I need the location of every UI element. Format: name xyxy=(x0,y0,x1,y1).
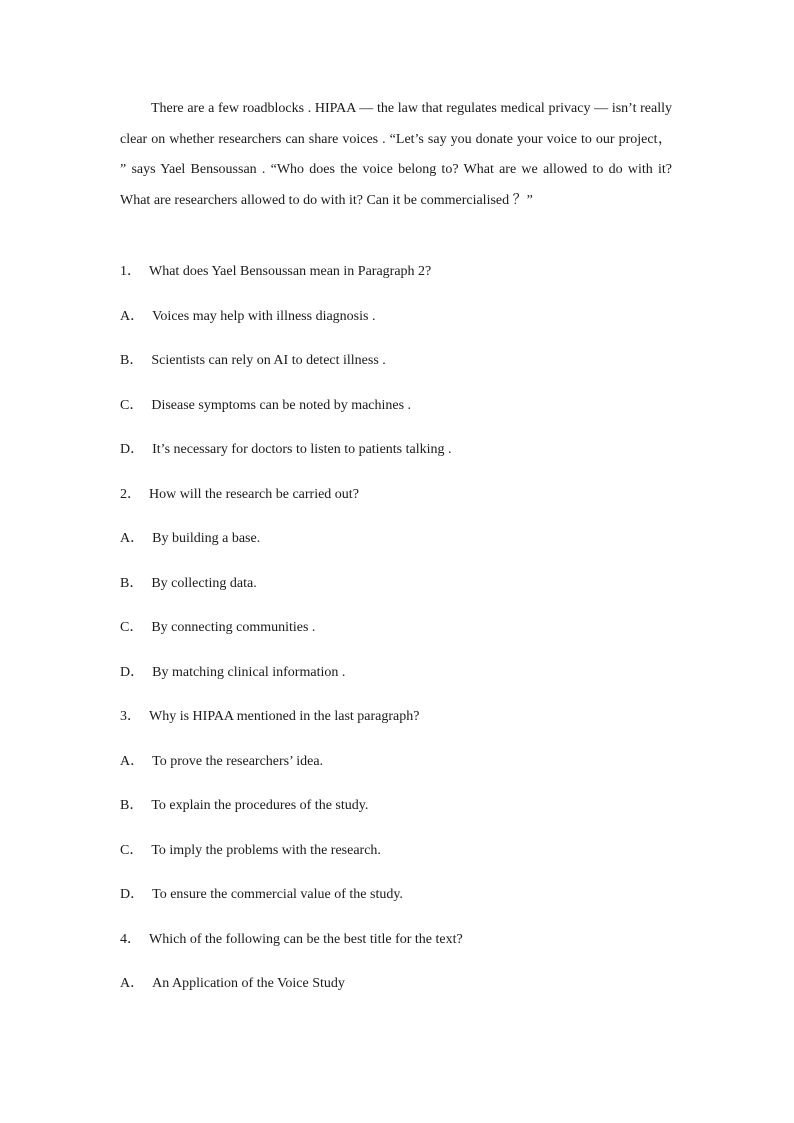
option-text: To imply the problems with the research. xyxy=(151,843,381,858)
passage-paragraph: There are a few roadblocks . HIPAA — the law that regulates medical privacy — isn’t really clear on whether researchers can share voices . “Let’s say you donate your voice to our project， ” says Yael Bensoussan . “Who does the voice belong to? What are we allowed to do with it? What are researchers allowed to do with it? Can it be commercialised ？” xyxy=(120,101,672,208)
question-4-option-a xyxy=(120,974,345,994)
question-2-option-d xyxy=(120,663,345,683)
question-text: What does Yael Bensoussan mean in Paragraph 2? xyxy=(149,264,432,279)
option-text: To ensure the commercial value of the study. xyxy=(152,887,403,902)
question-3-option-c xyxy=(120,841,381,861)
question-3-option-b xyxy=(120,796,368,816)
question-3-option-d xyxy=(120,885,403,905)
question-1-option-a xyxy=(120,307,375,327)
option-letter: D． xyxy=(120,665,145,680)
option-text: It’s necessary for doctors to listen to patients talking . xyxy=(152,442,452,457)
question-1-option-c xyxy=(120,396,411,416)
option-text: Disease symptoms can be noted by machines . xyxy=(151,398,412,413)
option-text: By building a base. xyxy=(152,531,261,546)
question-number: 2． xyxy=(120,487,141,502)
option-letter: A． xyxy=(120,754,145,769)
option-text: By matching clinical information . xyxy=(152,665,346,680)
option-letter: C． xyxy=(120,843,144,858)
question-text: Why is HIPAA mentioned in the last paragraph? xyxy=(149,709,420,724)
question-1-option-d xyxy=(120,440,452,460)
option-letter: D． xyxy=(120,887,145,902)
question-number: 4． xyxy=(120,932,141,947)
question-2-stem xyxy=(120,485,359,505)
option-letter: C． xyxy=(120,620,144,635)
option-text: Voices may help with illness diagnosis . xyxy=(152,309,376,324)
option-text: By collecting data. xyxy=(151,576,257,591)
option-letter: A． xyxy=(120,976,145,991)
question-number: 3． xyxy=(120,709,141,724)
option-letter: D． xyxy=(120,442,145,457)
option-letter: A． xyxy=(120,309,145,324)
option-text: To explain the procedures of the study. xyxy=(151,798,369,813)
option-letter: B． xyxy=(120,798,144,813)
question-2-option-b xyxy=(120,574,257,594)
question-4-stem xyxy=(120,930,463,950)
option-letter: B． xyxy=(120,353,144,368)
option-letter: C． xyxy=(120,398,144,413)
question-3-stem xyxy=(120,707,419,727)
question-3-option-a xyxy=(120,752,323,772)
option-text: To prove the researchers’ idea. xyxy=(152,754,324,769)
option-letter: A． xyxy=(120,531,145,546)
question-text: How will the research be carried out? xyxy=(149,487,359,502)
option-text: An Application of the Voice Study xyxy=(152,976,345,991)
question-number: 1． xyxy=(120,264,141,279)
question-2-option-c xyxy=(120,618,315,638)
option-text: Scientists can rely on AI to detect illness . xyxy=(151,353,386,368)
question-1-stem xyxy=(120,262,431,282)
option-text: By connecting communities . xyxy=(151,620,316,635)
question-1-option-b xyxy=(120,351,386,371)
option-letter: B． xyxy=(120,576,144,591)
question-text: Which of the following can be the best title for the text? xyxy=(149,932,463,947)
question-2-option-a xyxy=(120,529,260,549)
